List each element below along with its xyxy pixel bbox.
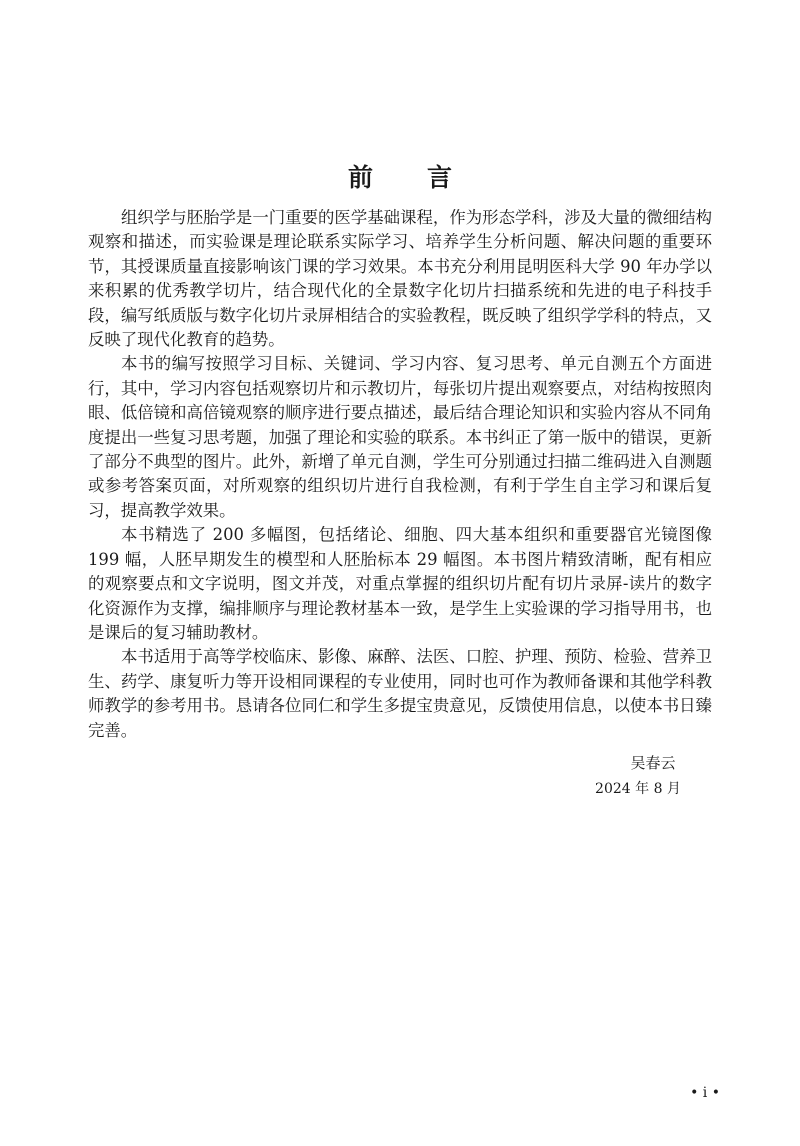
preface-title: 前言 xyxy=(347,163,506,192)
paragraph-2: 本书的编写按照学习目标、关键词、学习内容、复习思考、单元自测五个方面进行，其中，学习内容包括观察切片和示教切片，每张切片提出观察要点，对结构按照肉眼、低倍镜和高倍镜观察的顺序进行要点描述，最后结合理论知识和实验内容从不同角度提出一些复习思考题，加强了理论和实验的联系。本书纠正了第一版中的错误，更新了部分不典型的图片。此外，新增了单元自测，学生可分别通过扫描二维码进入自测题或参考答案页面，对所观察的组织切片进行自我检测，有利于学生自主学习和课后复习，提高教学效果。 xyxy=(88,354,712,520)
preface-body xyxy=(88,206,712,743)
paragraph-1: 组织学与胚胎学是一门重要的医学基础课程，作为形态学科，涉及大量的微细结构观察和描述，而实验课是理论联系实际学习、培养学生分析问题、解决问题的重要环节，其授课质量直接影响该门课的学习效果。本书充分利用昆明医科大学 90 年办学以来积累的优秀教学切片，结合现代化的全景数字化切片扫描系统和先进的电子科技手段，编写纸质版与数字化切片录屏相结合的实验教程，既反映了组织学学科的特点，又反映了现代化教育的趋势。 xyxy=(88,208,712,350)
preface-date: 2024 年 8 月 xyxy=(595,781,681,797)
paragraph-4: 本书适用于高等学校临床、影像、麻醉、法医、口腔、护理、预防、检验、营养卫生、药学、康复听力等开设相同课程的专业使用，同时也可作为教师备课和其他学科教师教学的参考用书。恳请各位同仁和学生多提宝贵意见，反馈使用信息，以使本书日臻完善。 xyxy=(88,647,712,740)
paragraph-3: 本书精选了 200 多幅图，包括绪论、细胞、四大基本组织和重要器官光镜图像 199 幅，人胚早期发生的模型和人胚胎标本 29 幅图。本书图片精致清晰，配有相应的观察要点和文字说明，图文并茂，对重点掌握的组织切片配有切片录屏-读片的数字化资源作为支撑，编排顺序与理论教材基本一致，是学生上实验课的学习指导用书，也是课后的复习辅助教材。 xyxy=(88,525,712,642)
author-signature: 吴春云 xyxy=(630,754,676,772)
page-number: • i • xyxy=(690,1085,720,1101)
